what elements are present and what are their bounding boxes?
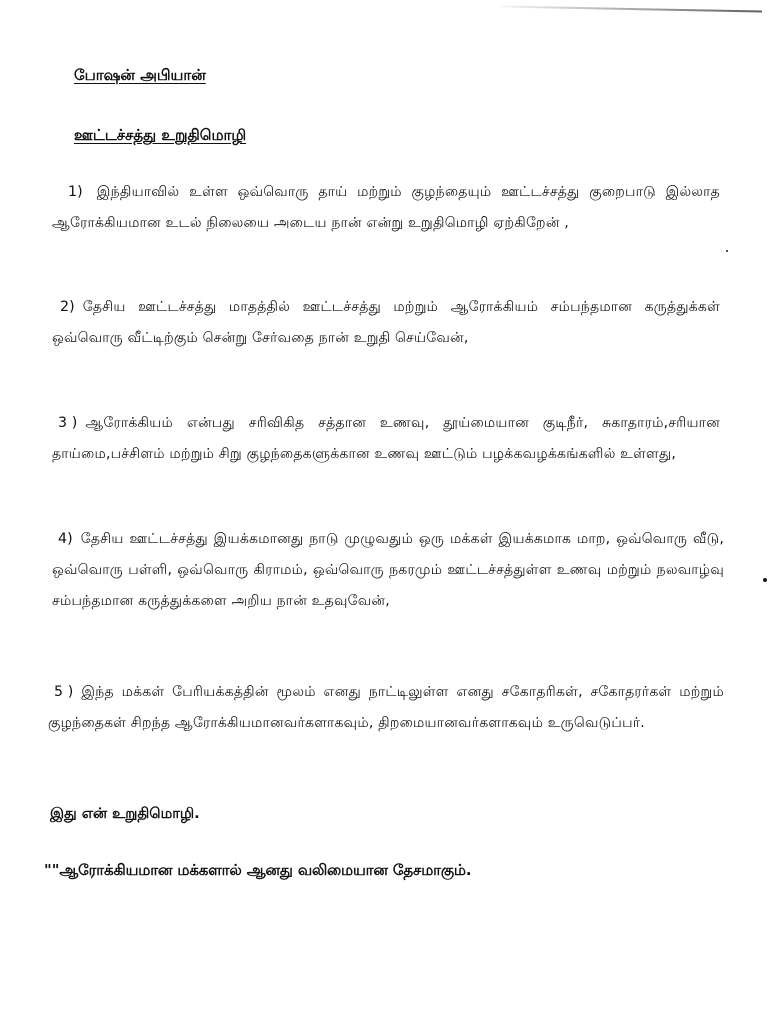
- scan-edge-line: [500, 5, 762, 12]
- closing-statement: இது என் உறுதிமொழி.: [50, 806, 200, 822]
- pledge-number: 5 ): [54, 684, 74, 700]
- pledge-text: தேசிய ஊட்டச்சத்து மாதத்தில் ஊட்டச்சத்து மற்றும் ஆரோக்கியம் சம்பந்தமான கருத்துக்கள் ஒவ்வொரு வீட்டிற்கும் சென்று சேர்வதை நான் உறுதி செய்வேன்,: [52, 299, 720, 346]
- pledge-paragraph-1: [52, 177, 720, 239]
- pledge-number: 3 ): [58, 415, 78, 431]
- slogan: ""ஆரோக்கியமான மக்களால் ஆனது வலிமையான தேசமாகும்.: [44, 862, 472, 879]
- pledge-text: தேசிய ஊட்டச்சத்து இயக்கமானது நாடு முழுவதும் ஒரு மக்கள் இயக்கமாக மாற, ஒவ்வொரு வீடு, ஒவ்வொரு பள்ளி, ஒவ்வொரு கிராமம், ஒவ்வொரு நகரமும் ஊட்டச்சத்துள்ள உணவு மற்றும் நலவாழ்வு சம்பந்தமான கருத்துக்களை அறிய நான் உதவுவேன்,: [52, 531, 724, 609]
- scan-speck: [726, 250, 728, 252]
- pledge-paragraph-5: [48, 677, 724, 739]
- pledge-text: இந்தியாவில் உள்ள ஒவ்வொரு தாய் மற்றும் குழந்தையும் ஊட்டச்சத்து குறைபாடு இல்லாத ஆரோக்கியமான உடல் நிலையை அடைய நான் என்று உறுதிமொழி ஏற்கிறேன் ,: [52, 184, 720, 231]
- scan-speck: [763, 578, 767, 582]
- document-title: போஷன் அபியான்: [74, 66, 206, 84]
- pledge-number: 1): [68, 184, 83, 200]
- pledge-number: 2): [60, 299, 75, 315]
- pledge-text: இந்த மக்கள் பேரியக்கத்தின் மூலம் எனது நாட்டிலுள்ள எனது சகோதரிகள், சகோதரர்கள் மற்றும் குழந்தைகள் சிறந்த ஆரோக்கியமானவர்களாகவும், திறமையானவர்களாகவும் உருவெடுப்பர்.: [48, 684, 724, 731]
- pledge-number: 4): [58, 531, 73, 547]
- document-subtitle: ஊட்டச்சத்து உறுதிமொழி: [74, 126, 247, 144]
- pledge-paragraph-4: [52, 524, 724, 617]
- pledge-paragraph-3: [52, 408, 720, 470]
- pledge-text: ஆரோக்கியம் என்பது சரிவிகித சத்தான உணவு, தூய்மையான குடிநீர், சுகாதாரம்,சரியான தாய்மை,பச்சிளம் மற்றும் சிறு குழந்தைகளுக்கான உணவு ஊட்டும் பழக்கவழக்கங்களில் உள்ளது,: [52, 415, 720, 462]
- pledge-paragraph-2: [52, 292, 720, 354]
